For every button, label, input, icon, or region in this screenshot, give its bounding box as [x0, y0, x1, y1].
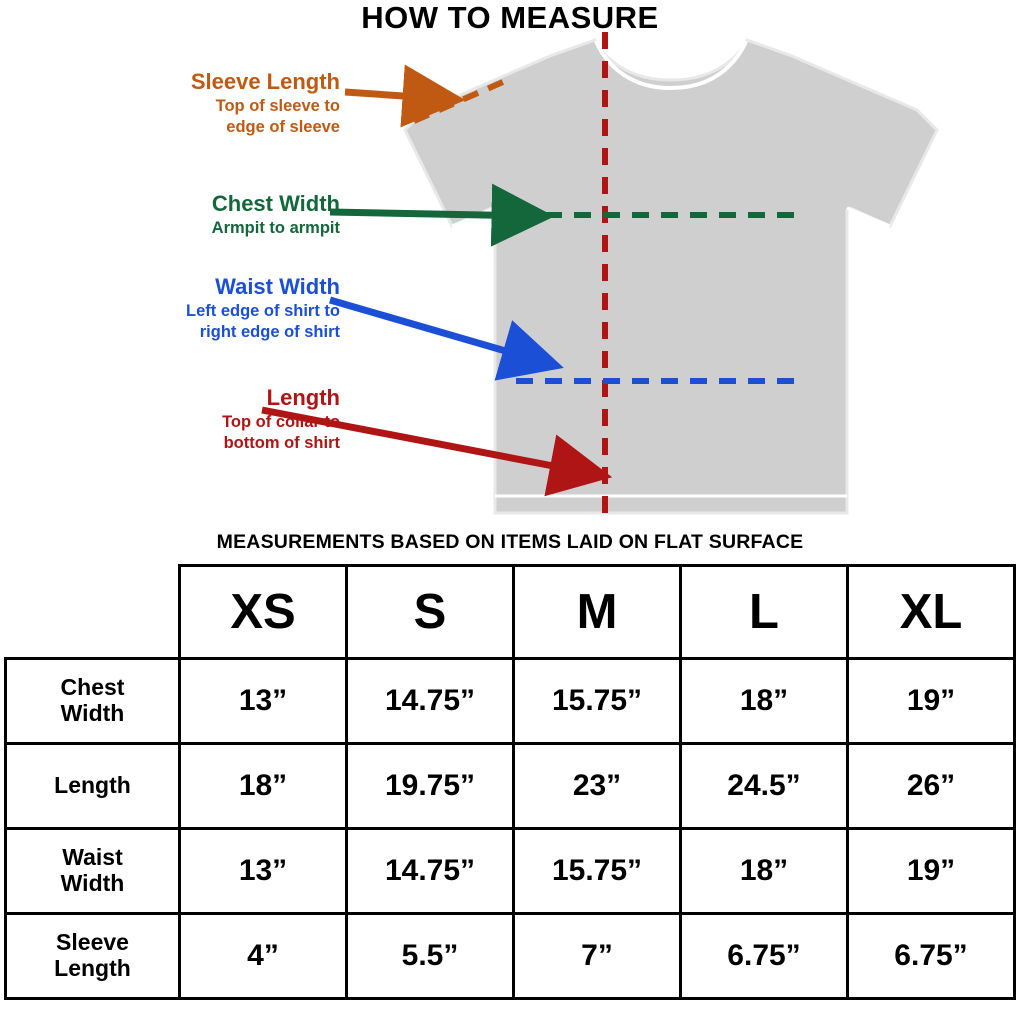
- cell-length-l: 24.5”: [681, 744, 848, 829]
- row-label-chest-width: [6, 659, 180, 744]
- table-corner-cell: [6, 566, 180, 659]
- row-label-line2: Width: [60, 870, 125, 896]
- callout-length-sub-line1: Top of collar to: [222, 412, 340, 431]
- size-table-container: [0, 564, 1020, 1000]
- cell-waist-l: 18”: [681, 829, 848, 914]
- callout-waist-sub-line2: right edge of shirt: [199, 323, 340, 342]
- column-header-s: S: [347, 566, 514, 659]
- size-table: [4, 564, 1016, 1000]
- table-row: [6, 914, 1015, 999]
- measurement-note: MEASUREMENTS BASED ON ITEMS LAID ON FLAT SURFACE: [216, 531, 804, 553]
- cell-sleeve-xl: 6.75”: [848, 914, 1015, 999]
- waist-arrow: [330, 300, 547, 363]
- cell-length-xl: 26”: [848, 744, 1015, 829]
- page-title: HOW TO MEASURE: [361, 0, 659, 35]
- row-label-length: [6, 744, 180, 829]
- cell-waist-xl: 19”: [848, 829, 1015, 914]
- column-header-xl: XL: [848, 566, 1015, 659]
- sleeve-arrow: [345, 92, 448, 99]
- callout-length: [40, 386, 340, 454]
- cell-sleeve-m: 7”: [514, 914, 681, 999]
- cell-chest-m: 15.75”: [514, 659, 681, 744]
- cell-chest-l: 18”: [681, 659, 848, 744]
- callout-waist-heading: Waist Width: [215, 274, 340, 299]
- row-label-line1: Chest: [60, 674, 125, 701]
- table-row: [6, 829, 1015, 914]
- column-header-l: L: [681, 566, 848, 659]
- cell-length-m: 23”: [514, 744, 681, 829]
- table-row: [6, 659, 1015, 744]
- cell-chest-s: 14.75”: [347, 659, 514, 744]
- callout-chest-sub-line1: Armpit to armpit: [211, 218, 340, 237]
- row-label-line2: Width: [60, 700, 125, 726]
- callout-sleeve-length: [40, 70, 340, 138]
- row-label-line1: Sleeve: [56, 929, 129, 956]
- cell-waist-m: 15.75”: [514, 829, 681, 914]
- row-label-waist-width: [6, 829, 180, 914]
- callout-length-sub-line2: bottom of shirt: [223, 434, 340, 453]
- table-row: [6, 744, 1015, 829]
- callout-sleeve-sub-line2: edge of sleeve: [226, 118, 340, 137]
- cell-waist-xs: 13”: [180, 829, 347, 914]
- column-header-xs: XS: [180, 566, 347, 659]
- callout-sleeve-heading: Sleeve Length: [190, 69, 340, 94]
- row-label-sleeve-length: [6, 914, 180, 999]
- cell-chest-xl: 19”: [848, 659, 1015, 744]
- chest-arrow: [330, 212, 537, 216]
- table-header-row: [6, 566, 1015, 659]
- callout-waist-width: [20, 275, 340, 343]
- row-label-line1: Waist: [62, 844, 123, 871]
- cell-sleeve-l: 6.75”: [681, 914, 848, 999]
- cell-waist-s: 14.75”: [347, 829, 514, 914]
- cell-sleeve-s: 5.5”: [347, 914, 514, 999]
- cell-length-s: 19.75”: [347, 744, 514, 829]
- callout-waist-sub-line1: Left edge of shirt to: [186, 301, 340, 320]
- cell-chest-xs: 13”: [180, 659, 347, 744]
- cell-length-xs: 18”: [180, 744, 347, 829]
- column-header-m: M: [514, 566, 681, 659]
- callout-chest-heading: Chest Width: [211, 191, 340, 216]
- callout-chest-width: [40, 192, 340, 238]
- cell-sleeve-xs: 4”: [180, 914, 347, 999]
- row-label-line2: Length: [54, 955, 131, 981]
- row-label-line1: Length: [54, 772, 131, 799]
- callout-sleeve-sub-line1: Top of sleeve to: [215, 96, 340, 115]
- callout-length-heading: Length: [266, 385, 340, 410]
